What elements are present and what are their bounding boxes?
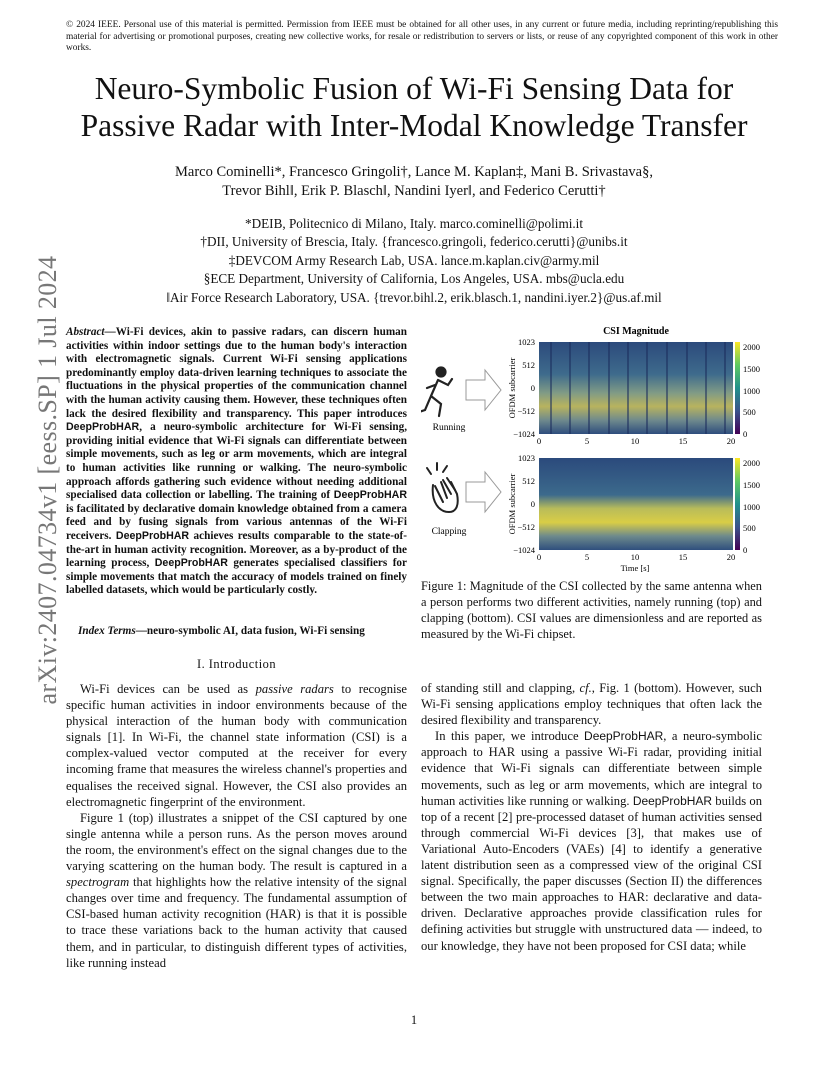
svg-text:1023: 1023 (518, 453, 535, 463)
arrow-icon (466, 370, 501, 410)
copyright-notice: © 2024 IEEE. Personal use of this material is permitted. Permission from IEEE must be obtained for all other uses, in any current or future media, including reprinting/republishing this material for advertising or promotional purposes, creating new collective works, for resale or redistribution to servers or lists, or reuse of any copyrighted component of this work in other works. (66, 20, 778, 54)
xticks-bottom (537, 552, 735, 562)
svg-text:0: 0 (530, 499, 535, 509)
abstract: Abstract—Wi-Fi devices, akin to passive radars, can discern human activities within indoor settings due to the human body's interaction with electromagnetic signals. Current Wi-Fi sensing applications predominantly employ data-driven learning techniques to associate the fluctuations in the physical properties of the communication channel with the human activity causing them. However, these techniques often lack the desired flexibility and transparency. This paper introduces DeepProbHAR, a neuro-symbolic architecture for Wi-Fi sensing, providing initial evidence that Wi-Fi signals can differentiate between simple movements, such as leg or arm movements, which are integral to human activities like running or walking. The neuro-symbolic approach affords gathering such evidence without needing additional specialised data collection or labelling. The training of DeepProbHAR is facilitated by declarative domain knowledge obtained from a camera feed and by fusing signals from various antennas of the Wi-Fi receivers. DeepProbHAR achieves results comparable to the state-of-the-art in human activity recognition. Moreover, as a by-product of the learning process, DeepProbHAR generates specialised classifiers for simple movements that match the accuracy of models trained on finely labelled datasets, which would be particularly costly. (66, 326, 407, 597)
label-clapping: Clapping (431, 527, 467, 537)
svg-text:5: 5 (584, 552, 590, 562)
xticks-top (537, 436, 735, 446)
section-heading: I. Introduction (196, 657, 277, 671)
figure-1 (421, 322, 765, 574)
right-column-text (421, 680, 762, 954)
svg-text:0: 0 (530, 383, 535, 393)
svg-text:512: 512 (522, 476, 535, 486)
spectrogram-clapping (539, 458, 733, 550)
affiliation: §ECE Department, University of California, Los Angeles, USA. mbs@ucla.edu (203, 271, 625, 287)
svg-text:−512: −512 (517, 406, 535, 416)
paragraph: of standing still and clapping, cf., Fig. 1 (bottom). However, such Wi-Fi sensing applications employ techniques that often lack the desired flexibility and transparency. (421, 681, 762, 728)
arrow-icon (466, 472, 501, 512)
svg-text:0: 0 (743, 545, 748, 555)
colorbar-top (735, 342, 740, 434)
affiliation: *DEIB, Politecnico di Milano, Italy. marco.cominelli@polimi.it (245, 216, 583, 231)
colorbar-ticks-bottom (743, 458, 760, 555)
label-running: Running (432, 423, 466, 433)
colorbar-bottom (735, 458, 740, 550)
affiliation: ‡DEVCOM Army Research Lab, USA. lance.m.kaplan.civ@army.mil (228, 252, 600, 268)
svg-text:1000: 1000 (743, 386, 760, 396)
ylabel-top: OFDM subcarrier (507, 357, 517, 419)
affiliation: ‖Air Force Research Laboratory, USA. {trevor.bihl.2, erik.blasch.1, nandini.iyer.2}@us.af.mil (166, 289, 662, 305)
svg-text:512: 512 (522, 360, 535, 370)
svg-text:10: 10 (630, 436, 640, 446)
svg-text:15: 15 (678, 552, 688, 562)
colorbar-ticks-top (743, 342, 760, 439)
paper-title: Neuro-Symbolic Fusion of Wi-Fi Sensing Data for Passive Radar with Inter-Modal Knowledge Transfer (80, 71, 748, 143)
svg-text:5: 5 (584, 436, 590, 446)
svg-text:20: 20 (726, 436, 736, 446)
figure-title: CSI Magnitude (603, 326, 669, 337)
svg-text:0: 0 (743, 429, 748, 439)
svg-text:−512: −512 (517, 522, 535, 532)
svg-text:−1024: −1024 (513, 545, 535, 555)
affiliation: †DII, University of Brescia, Italy. {francesco.gringoli, federico.cerutti}@unibs.it (200, 234, 628, 250)
clapping-hands-icon (427, 463, 458, 512)
svg-text:1500: 1500 (743, 364, 760, 374)
svg-text:2000: 2000 (743, 342, 760, 352)
introduction-text (66, 681, 407, 971)
index-terms: Index Terms—neuro-symbolic AI, data fusion, Wi-Fi sensing (78, 625, 365, 637)
figure-caption: Figure 1: Magnitude of the CSI collected by the same antenna when a person performs two different activities, namely running (top) and clapping (bottom). CSI values are dimensionless and are reported as measured by the Wi-Fi chipset. (421, 579, 762, 641)
paragraph: In this paper, we introduce DeepProbHAR, a neuro-symbolic approach to HAR using a passive Wi-Fi radar, providing initial evidence that Wi-Fi signals can differentiate between simple movements, such as leg or arm movements, which are integral to human activities like running or walking. DeepProbHAR builds on top of a recent [2] pre-processed dataset of human activities sensed through commercial Wi-Fi devices [3], that makes use of Variational Auto-Encoders (VAEs) [4] to identify a generative latent distribution seen as a compressed view of the original CSI signal. Specifically, the paper discusses (Section II) the differences between the two main approaches to HAR: declarative and data-driven. Declarative approaches provide classification rules for defining activities but struggle with unstructured data — indeed, to our knowledge, they have not been proposed for CSI data; while (421, 729, 762, 953)
svg-text:1023: 1023 (518, 337, 535, 347)
svg-text:15: 15 (678, 436, 688, 446)
svg-text:500: 500 (743, 523, 756, 533)
svg-text:2000: 2000 (743, 458, 760, 468)
svg-text:−1024: −1024 (513, 429, 535, 439)
spectrogram-running (539, 342, 733, 434)
svg-text:1000: 1000 (743, 502, 760, 512)
paragraph: Figure 1 (top) illustrates a snippet of the CSI captured by one single antenna while a person runs. As the person moves around the room, the environment's effect on the signal changes due to the varying scattering on the human body. The result is captured in a spectrogram that highlights how the relative intensity of the signal changes over time and frequency. The fundamental assumption of CSI-based human activity recognition (HAR) is that it is possible to trace these variations back to the human activity that caused them, and in particular, to distinguish different types of activities, like running instead (66, 810, 407, 970)
svg-text:500: 500 (743, 407, 756, 417)
affiliations (100, 215, 728, 307)
svg-text:1500: 1500 (743, 480, 760, 490)
xlabel: Time [s] (620, 563, 650, 573)
page-number: 1 (410, 1013, 418, 1027)
ylabel-bottom: OFDM subcarrier (507, 473, 517, 535)
author-list: Marco Cominelli*, Francesco Gringoli†, Lance M. Kaplan‡, Mani B. Srivastava§, Trevor Bihl‖, Erik P. Blasch‖, Nandini Iyer‖, and Federico Cerutti† (175, 164, 653, 199)
svg-text:10: 10 (630, 552, 640, 562)
svg-text:0: 0 (536, 436, 542, 446)
svg-text:0: 0 (536, 552, 542, 562)
arxiv-stamp: arXiv:2407.04734v1 [eess.SP] 1 Jul 2024 (33, 255, 62, 705)
running-person-icon (421, 368, 452, 417)
svg-text:20: 20 (726, 552, 736, 562)
paragraph: Wi-Fi devices can be used as passive radars to recognise specific human activities in indoor environments because of the physical interaction of the human body with communication signals [1]. In Wi-Fi, the channel state information (CSI) is a complex-valued vector computed at the receiver for every incoming frame that measures the wireless channel's properties and equalises the received signal. However, the CSI also provides an electromagnetic fingerprint of the environment. (66, 682, 407, 809)
